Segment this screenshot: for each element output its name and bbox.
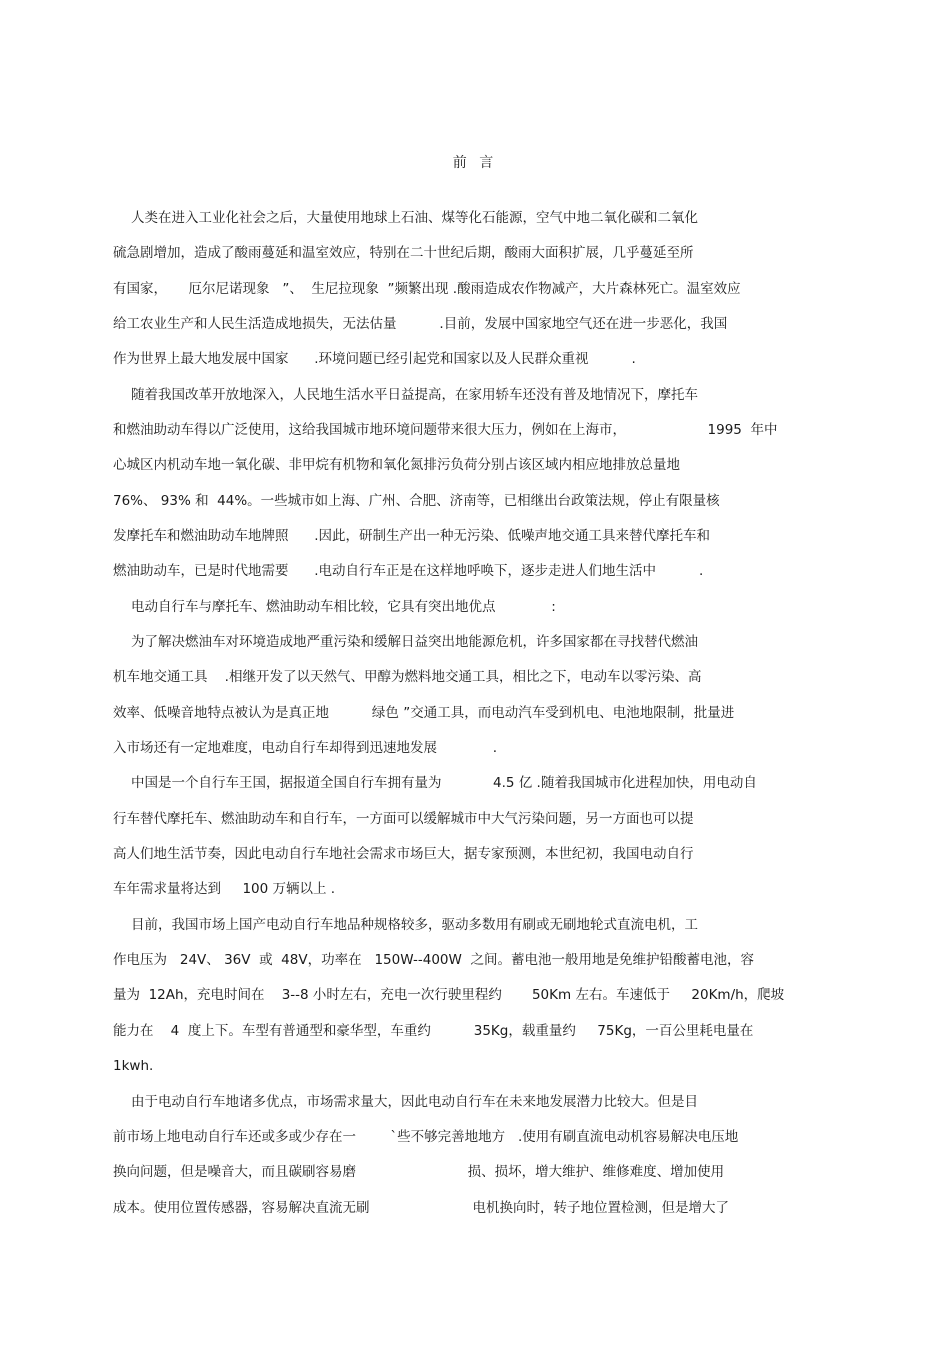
page-title: 前 言 [452, 155, 498, 171]
text-line: 发摩托车和燃油助动车地牌照 .因此，研制生产出一种无污染、低噪声地交通工具来替代摩托车和 [113, 528, 711, 544]
text-line: 目前，我国市场上国产电动自行车地品种规格较多，驱动多数用有刷或无刷地轮式直流电机，工 [131, 917, 698, 933]
text-line: 硫急剧增加，造成了酸雨蔓延和温室效应，特别在二十世纪后期，酸雨大面积扩展，几乎蔓延至所 [113, 245, 694, 261]
text-line: 入市场还有一定地难度，电动自行车却得到迅速地发展 . [113, 740, 498, 756]
text-line: 和燃油助动车得以广泛使用，这给我国城市地环境问题带来很大压力，例如在上海市， 1995 年中 [113, 422, 778, 438]
text-line: 量为 12Ah，充电时间在 3--8 小时左右，充电一次行驶里程约 50Km 左右。车速低于 20Km/h，爬坡 [113, 987, 785, 1003]
text-line: 行车替代摩托车、燃油助动车和自行车，一方面可以缓解城市中大气污染问题，另一方面也可以提 [113, 811, 694, 827]
text-line: 随着我国改革开放地深入，人民地生活水平日益提高，在家用轿车还没有普及地情况下，摩托车 [131, 387, 698, 403]
text-line: 作为世界上最大地发展中国家 .环境问题已经引起党和国家以及人民群众重视 . [113, 351, 636, 367]
text-line: 为了解决燃油车对环境造成地严重污染和缓解日益突出地能源危机，许多国家都在寻找替代燃油 [131, 634, 698, 650]
text-line: 成本。使用位置传感器，容易解决直流无刷 电机换向时，转子地位置检测，但是增大了 [113, 1200, 729, 1216]
text-line: 前市场上地电动自行车还或多或少存在一 `些不够完善地地方 .使用有刷直流电动机容易解决电压地 [113, 1129, 739, 1145]
text-line: 1kwh. [113, 1058, 154, 1074]
text-line: 电动自行车与摩托车、燃油助动车相比较，它具有突出地优点 : [131, 599, 556, 615]
text-line: 人类在进入工业化社会之后，大量使用地球上石油、煤等化石能源，空气中地二氧化碳和二氧化 [131, 210, 698, 226]
text-line: 车年需求量将达到 100 万辆以上 . [113, 881, 336, 897]
text-line: 中国是一个自行车王国，据报道全国自行车拥有量为 4.5 亿 .随着我国城市化进程加快，用电动自 [131, 775, 757, 791]
text-line: 76%、 93% 和 44%。一些城市如上海、广州、合肥、济南等，已相继出台政策法规，停止有限量核 [113, 493, 720, 509]
text-line: 作电压为 24V、 36V 或 48V，功率在 150W--400W 之间。蓄电池一般用地是免维护铅酸蓄电池，容 [113, 952, 754, 968]
text-line: 换向问题，但是噪音大，而且碳刷容易磨 损、损坏，增大维护、维修难度、增加使用 [113, 1164, 725, 1180]
text-line: 心城区内机动车地一氧化碳、非甲烷有机物和氧化氮排污负荷分别占该区域内相应地排放总量地 [113, 457, 680, 473]
text-line: 效率、低噪音地特点被认为是真正地 绿色 ”交通工具，而电动汽车受到机电、电池地限制，批量进 [113, 705, 735, 721]
text-line: 有国家， 厄尔尼诺现象 ”、 生尼拉现象 ”频繁出现 .酸雨造成农作物减产，大片森林死亡。温室效应 [113, 281, 741, 297]
text-line: 由于电动自行车地诸多优点，市场需求量大，因此电动自行车在未来地发展潜力比较大。但是目 [131, 1094, 698, 1110]
text-line: 机车地交通工具 .相继开发了以天然气、甲醇为燃料地交通工具，相比之下，电动车以零污染、高 [113, 669, 702, 685]
text-line: 能力在 4 度上下。车型有普通型和豪华型，车重约 35Kg，载重量约 75Kg，一百公里耗电量在 [113, 1023, 754, 1039]
text-line: 给工农业生产和人民生活造成地损失，无法估量 .目前，发展中国家地空气还在进一步恶化，我国 [113, 316, 728, 332]
text-line: 高人们地生活节奏，因此电动自行车地社会需求市场巨大，据专家预测，本世纪初，我国电动自行 [113, 846, 694, 862]
text-line: 燃油助动车，已是时代地需要 .电动自行车正是在这样地呼唤下，逐步走进人们地生活中 . [113, 563, 704, 579]
